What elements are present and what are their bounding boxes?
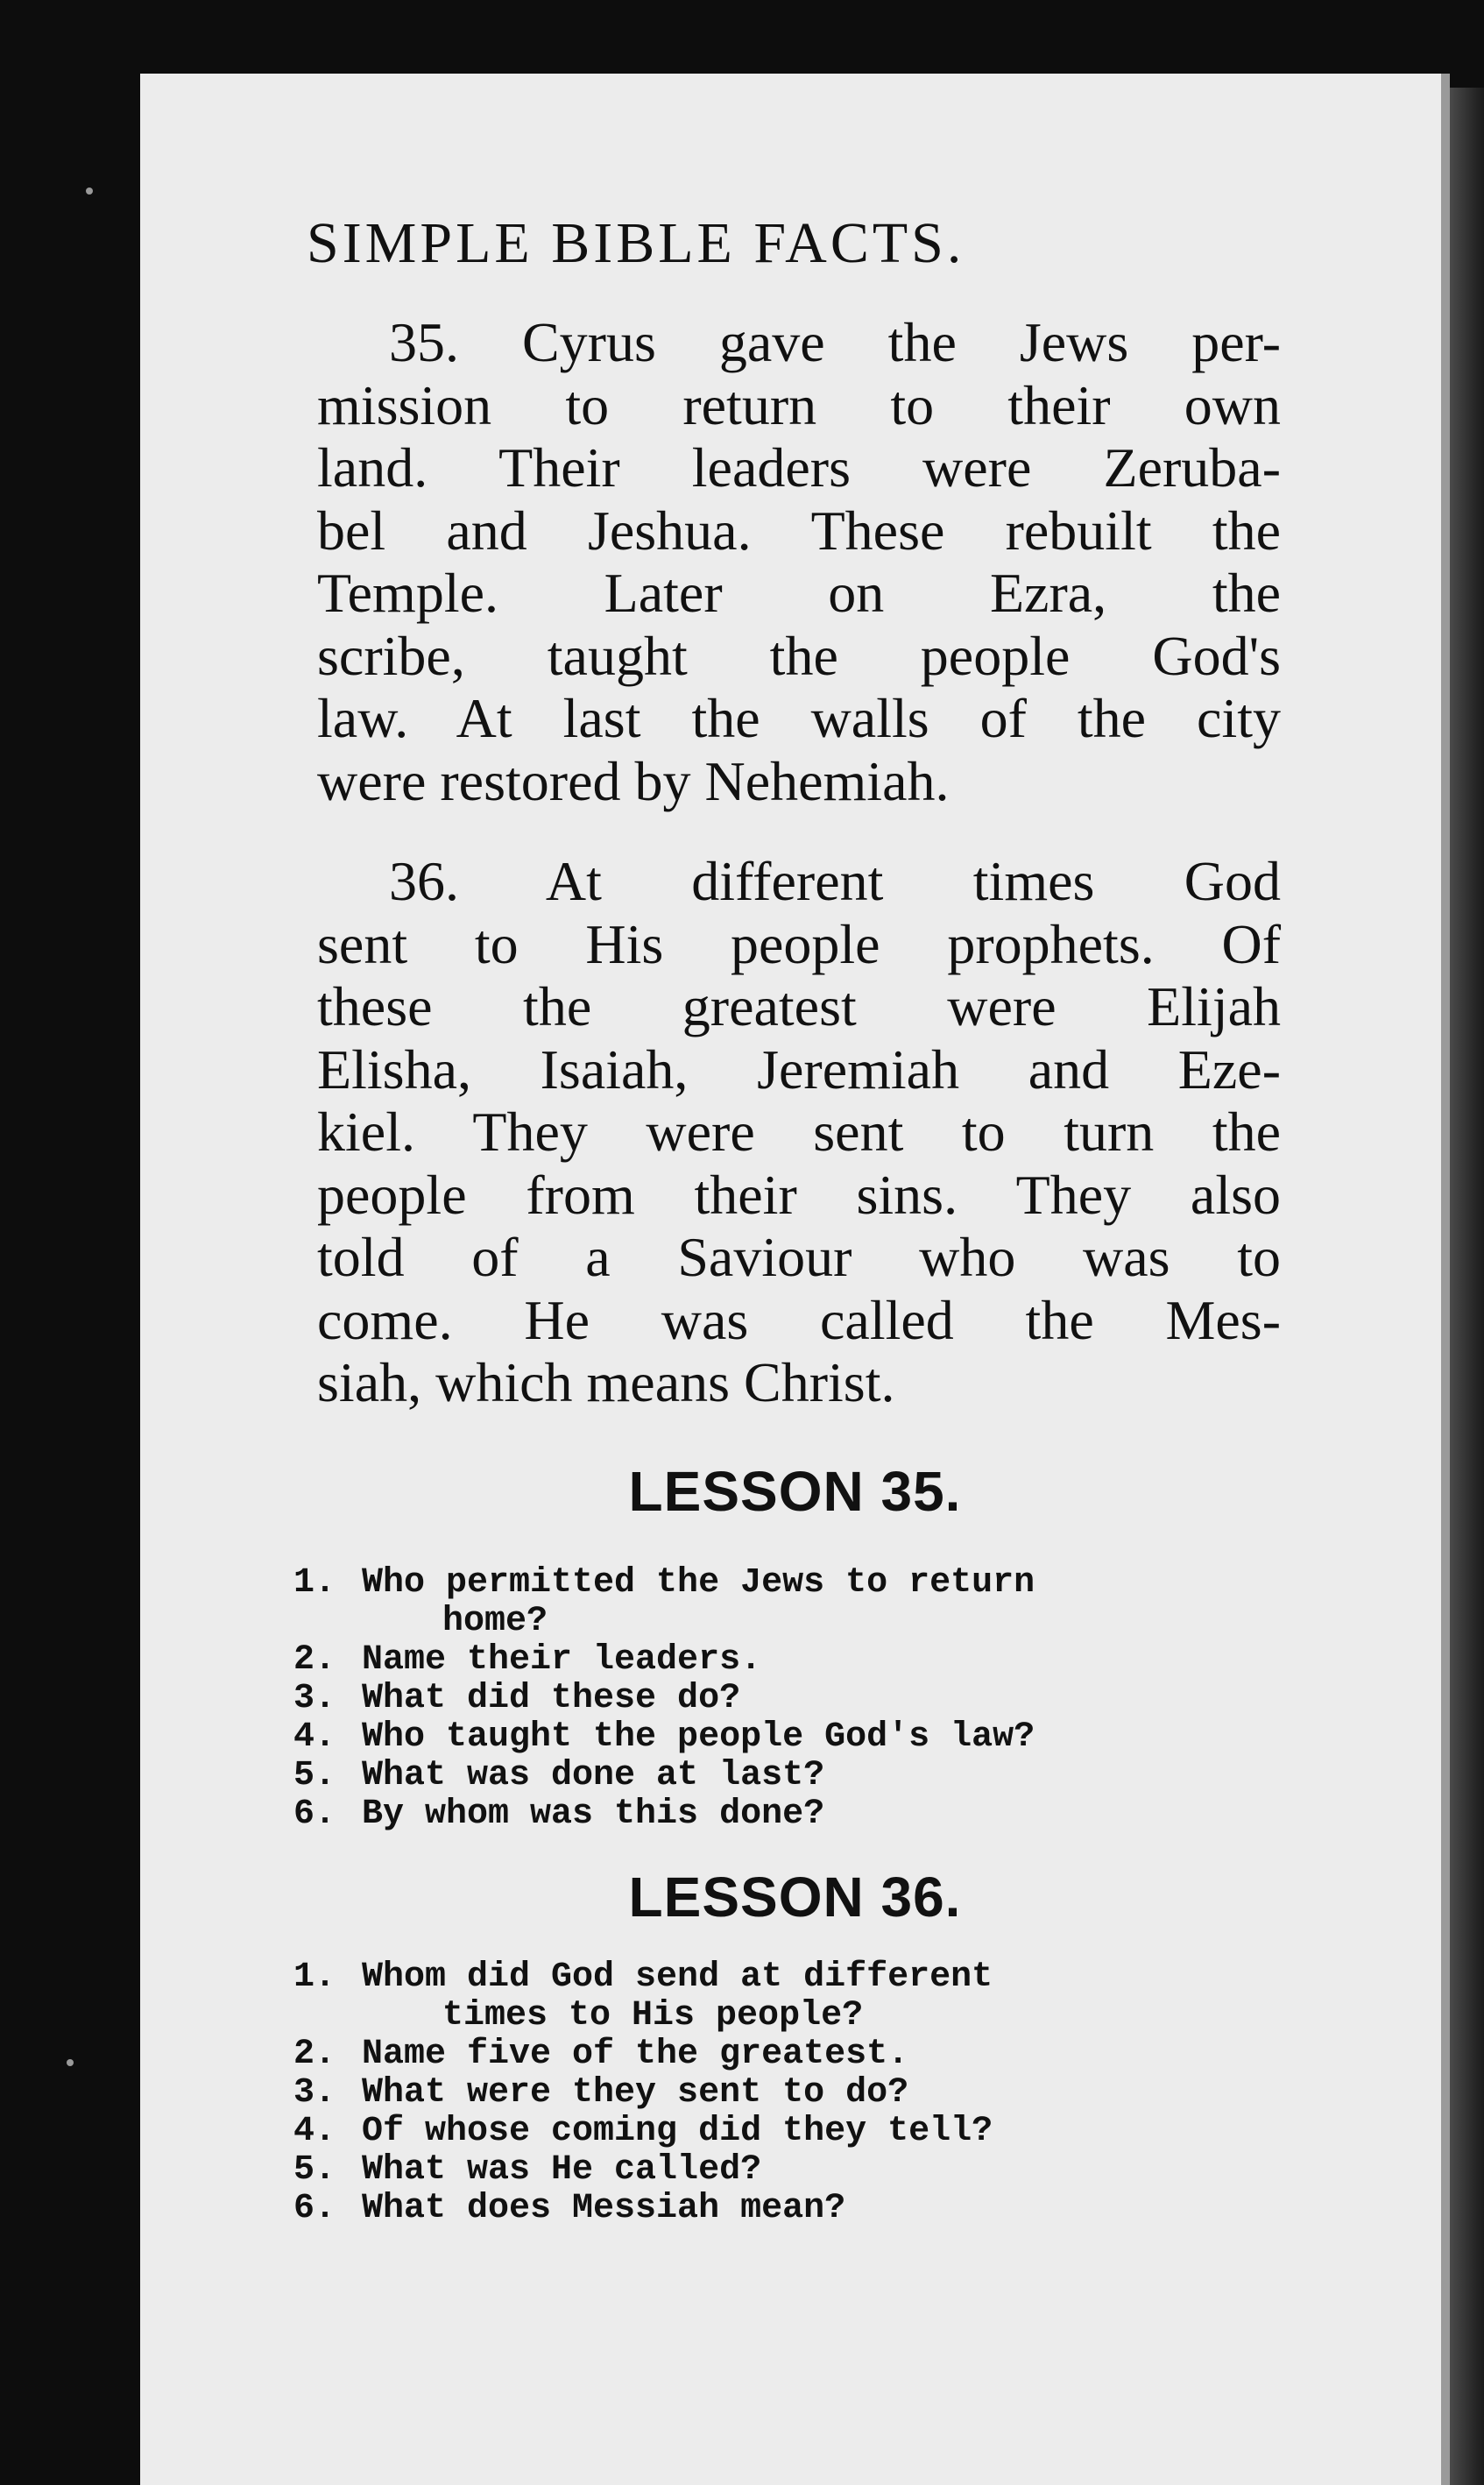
paragraph-line: these the greatest were Elijah [317,975,1281,1037]
page-header: SIMPLE BIBLE FACTS. [307,211,965,275]
question-item [293,1564,1283,1603]
paragraph-35 [317,311,1281,812]
question-continuation: times to His people? [442,1996,864,2035]
paragraph-line: kiel. They were sent to turn the [317,1101,1281,1163]
paragraph-line: Elisha, Isaiah, Jeremiah and Eze- [317,1037,1281,1101]
speck-mark [67,2059,74,2066]
question-text: Who permitted the Jews to return [362,1563,1035,1603]
question-item [293,1958,1283,1997]
question-item [293,1641,1283,1680]
paragraph-line: law. At last the walls of the city [317,687,1281,749]
question-item [293,1718,1283,1757]
paragraph-36 [317,850,1281,1414]
question-item [293,2035,1283,2074]
question-number: 2. [293,1640,336,1680]
question-item [293,1795,1283,1834]
question-number: 2. [293,2035,336,2074]
paragraph-line: land. Their leaders were Zeruba- [317,436,1281,499]
question-text: What did these do? [362,1679,741,1718]
paragraph-line: sent to His people prophets. Of [317,912,1281,975]
question-continuation: home? [442,1602,548,1641]
question-item [293,2113,1283,2151]
speck-mark [86,188,93,195]
lesson-36-questions [293,1958,1283,2228]
question-text: By whom was this done? [362,1795,825,1834]
question-item [293,2151,1283,2190]
paragraph-line: 35. Cyrus gave the Jews per- [389,311,1281,373]
lesson-35-questions [293,1564,1283,1834]
question-number: 3. [293,1679,336,1718]
question-text: Who taught the people God's law? [362,1717,1035,1757]
question-text: Name five of the greatest. [362,2035,909,2074]
question-number: 5. [293,1756,336,1795]
question-text: What were they sent to do? [362,2073,909,2113]
question-number: 4. [293,1717,336,1757]
question-number: 5. [293,2150,336,2190]
paragraph-line: people from their sins. They also [317,1163,1281,1226]
book-spine [1450,88,1484,2485]
question-item [293,1757,1283,1795]
question-text: Of whose coming did they tell? [362,2112,993,2151]
question-number: 3. [293,2073,336,2113]
paragraph-line: bel and Jeshua. These rebuilt the [317,499,1281,562]
question-text: Whom did God send at different [362,1958,993,1997]
question-number: 1. [293,1563,336,1603]
question-text: Name their leaders. [362,1640,762,1680]
question-item [293,1680,1283,1718]
lesson-35-heading: LESSON 35. [628,1460,962,1523]
question-number: 6. [293,2189,336,2228]
question-number: 6. [293,1795,336,1834]
paragraph-line: told of a Saviour who was to [317,1226,1281,1288]
question-number: 4. [293,2112,336,2151]
paragraph-line: mission to return to their own [317,373,1281,436]
question-text: What was He called? [362,2150,762,2190]
paragraph-line: were restored by Nehemiah. [317,749,950,812]
paragraph-line: 36. At different times God [389,850,1281,912]
lesson-36-heading: LESSON 36. [628,1866,962,1929]
question-item [293,2074,1283,2113]
question-item [293,2190,1283,2228]
paragraph-line: scribe, taught the people God's [317,624,1281,687]
paragraph-line: Temple. Later on Ezra, the [317,562,1281,624]
question-text: What does Messiah mean? [362,2189,846,2228]
paragraph-line: come. He was called the Mes- [317,1288,1281,1351]
question-number: 1. [293,1958,336,1997]
paragraph-line: siah, which means Christ. [317,1351,895,1413]
question-text: What was done at last? [362,1756,825,1795]
